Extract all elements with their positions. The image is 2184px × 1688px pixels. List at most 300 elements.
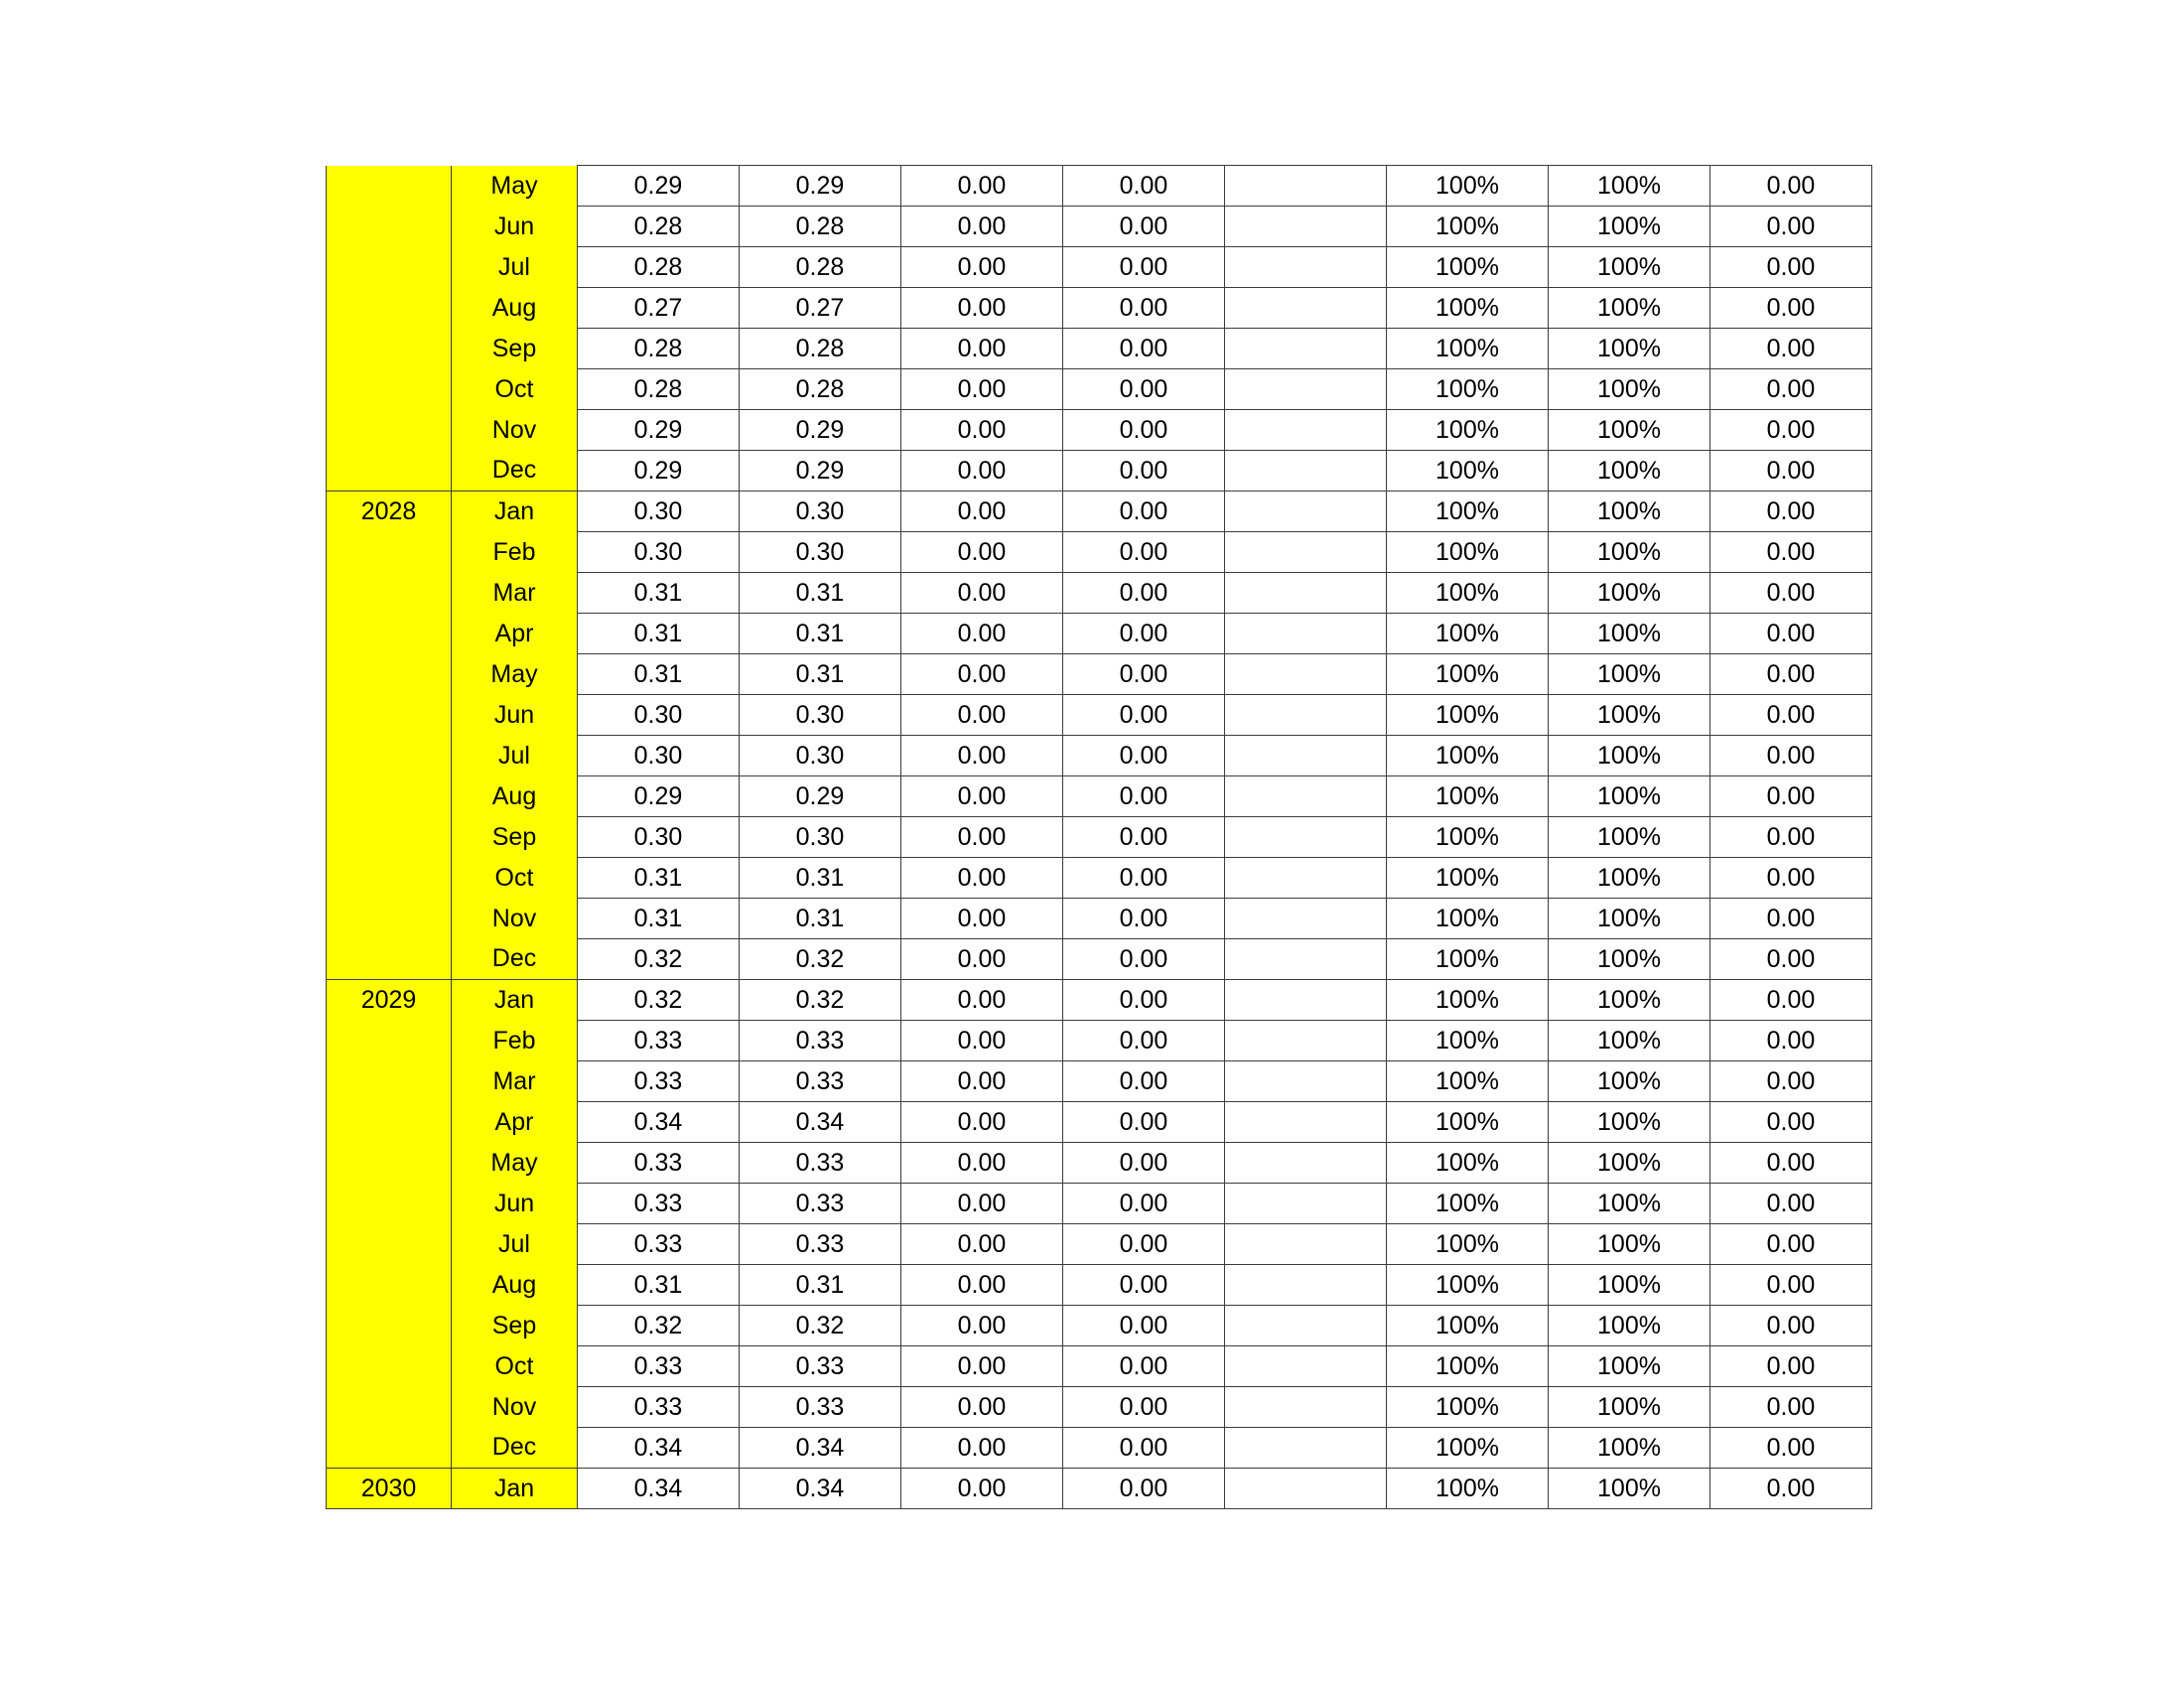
value-col-4-cell: 0.00 [1063, 1021, 1225, 1061]
table-row [327, 1021, 1872, 1061]
table-row [327, 1265, 1872, 1306]
year-cell [327, 1346, 452, 1387]
value-col-2-cell: 0.33 [740, 1021, 901, 1061]
year-cell [327, 1387, 452, 1428]
percent-col-7-cell: 100% [1549, 817, 1710, 858]
value-col-1-cell: 0.28 [578, 247, 740, 288]
percent-col-6-cell: 100% [1387, 939, 1549, 980]
value-col-8-cell: 0.00 [1710, 654, 1872, 695]
percent-col-7-cell: 100% [1549, 1021, 1710, 1061]
value-col-3-cell: 0.00 [901, 614, 1063, 654]
year-cell [327, 247, 452, 288]
percent-col-6-cell: 100% [1387, 1184, 1549, 1224]
value-col-2-cell: 0.32 [740, 939, 901, 980]
percent-col-6-cell: 100% [1387, 329, 1549, 369]
value-col-2-cell: 0.33 [740, 1387, 901, 1428]
year-cell [327, 410, 452, 451]
value-col-8-cell: 0.00 [1710, 1387, 1872, 1428]
year-cell: 2030 [327, 1469, 452, 1509]
table-row [327, 1306, 1872, 1346]
month-cell: Jul [452, 1224, 578, 1265]
value-col-4-cell: 0.00 [1063, 980, 1225, 1021]
blank-col-5-cell [1225, 899, 1387, 939]
value-col-8-cell: 0.00 [1710, 329, 1872, 369]
percent-col-7-cell: 100% [1549, 247, 1710, 288]
year-cell [327, 614, 452, 654]
value-col-2-cell: 0.34 [740, 1469, 901, 1509]
value-col-1-cell: 0.31 [578, 654, 740, 695]
value-col-2-cell: 0.31 [740, 858, 901, 899]
blank-col-5-cell [1225, 1061, 1387, 1102]
percent-col-6-cell: 100% [1387, 1021, 1549, 1061]
value-col-4-cell: 0.00 [1063, 1428, 1225, 1469]
value-col-8-cell: 0.00 [1710, 1061, 1872, 1102]
percent-col-7-cell: 100% [1549, 614, 1710, 654]
year-cell [327, 858, 452, 899]
month-cell: Dec [452, 451, 578, 492]
value-col-4-cell: 0.00 [1063, 1306, 1225, 1346]
value-col-2-cell: 0.33 [740, 1184, 901, 1224]
blank-col-5-cell [1225, 329, 1387, 369]
month-cell: May [452, 654, 578, 695]
blank-col-5-cell [1225, 1184, 1387, 1224]
value-col-8-cell: 0.00 [1710, 1102, 1872, 1143]
value-col-8-cell: 0.00 [1710, 899, 1872, 939]
year-cell [327, 369, 452, 410]
value-col-4-cell: 0.00 [1063, 369, 1225, 410]
month-cell: Nov [452, 1387, 578, 1428]
month-cell: Feb [452, 532, 578, 573]
percent-col-7-cell: 100% [1549, 166, 1710, 207]
blank-col-5-cell [1225, 980, 1387, 1021]
percent-col-6-cell: 100% [1387, 614, 1549, 654]
spreadsheet-page [326, 165, 1872, 1509]
value-col-1-cell: 0.30 [578, 817, 740, 858]
year-cell: 2029 [327, 980, 452, 1021]
month-cell: Jun [452, 207, 578, 247]
value-col-3-cell: 0.00 [901, 369, 1063, 410]
year-cell [327, 207, 452, 247]
value-col-2-cell: 0.30 [740, 532, 901, 573]
value-col-4-cell: 0.00 [1063, 1061, 1225, 1102]
percent-col-6-cell: 100% [1387, 247, 1549, 288]
month-cell: Feb [452, 1021, 578, 1061]
blank-col-5-cell [1225, 166, 1387, 207]
value-col-1-cell: 0.33 [578, 1143, 740, 1184]
value-col-3-cell: 0.00 [901, 207, 1063, 247]
blank-col-5-cell [1225, 695, 1387, 736]
value-col-4-cell: 0.00 [1063, 451, 1225, 492]
value-col-2-cell: 0.30 [740, 492, 901, 532]
value-col-1-cell: 0.31 [578, 858, 740, 899]
value-col-3-cell: 0.00 [901, 1469, 1063, 1509]
value-col-8-cell: 0.00 [1710, 939, 1872, 980]
blank-col-5-cell [1225, 288, 1387, 329]
value-col-8-cell: 0.00 [1710, 166, 1872, 207]
percent-col-6-cell: 100% [1387, 1346, 1549, 1387]
value-col-1-cell: 0.31 [578, 614, 740, 654]
value-col-1-cell: 0.34 [578, 1428, 740, 1469]
value-col-3-cell: 0.00 [901, 1224, 1063, 1265]
value-col-3-cell: 0.00 [901, 1428, 1063, 1469]
value-col-4-cell: 0.00 [1063, 817, 1225, 858]
value-col-2-cell: 0.29 [740, 166, 901, 207]
value-col-3-cell: 0.00 [901, 695, 1063, 736]
value-col-3-cell: 0.00 [901, 1061, 1063, 1102]
percent-col-6-cell: 100% [1387, 1469, 1549, 1509]
year-cell [327, 1061, 452, 1102]
data-table [326, 165, 1872, 1509]
value-col-1-cell: 0.32 [578, 939, 740, 980]
month-cell: Nov [452, 410, 578, 451]
value-col-4-cell: 0.00 [1063, 614, 1225, 654]
value-col-1-cell: 0.29 [578, 451, 740, 492]
blank-col-5-cell [1225, 1428, 1387, 1469]
percent-col-6-cell: 100% [1387, 1143, 1549, 1184]
value-col-4-cell: 0.00 [1063, 1224, 1225, 1265]
table-row [327, 207, 1872, 247]
percent-col-6-cell: 100% [1387, 1224, 1549, 1265]
value-col-2-cell: 0.28 [740, 207, 901, 247]
value-col-8-cell: 0.00 [1710, 1265, 1872, 1306]
value-col-8-cell: 0.00 [1710, 1143, 1872, 1184]
blank-col-5-cell [1225, 1224, 1387, 1265]
month-cell: May [452, 1143, 578, 1184]
value-col-4-cell: 0.00 [1063, 1346, 1225, 1387]
blank-col-5-cell [1225, 410, 1387, 451]
value-col-8-cell: 0.00 [1710, 1469, 1872, 1509]
year-cell [327, 776, 452, 817]
percent-col-6-cell: 100% [1387, 1265, 1549, 1306]
percent-col-7-cell: 100% [1549, 369, 1710, 410]
year-cell: 2028 [327, 492, 452, 532]
table-row [327, 1346, 1872, 1387]
value-col-4-cell: 0.00 [1063, 1469, 1225, 1509]
value-col-3-cell: 0.00 [901, 492, 1063, 532]
blank-col-5-cell [1225, 1387, 1387, 1428]
value-col-3-cell: 0.00 [901, 736, 1063, 776]
percent-col-7-cell: 100% [1549, 532, 1710, 573]
value-col-8-cell: 0.00 [1710, 288, 1872, 329]
value-col-8-cell: 0.00 [1710, 817, 1872, 858]
month-cell: Mar [452, 1061, 578, 1102]
table-row [327, 1428, 1872, 1469]
blank-col-5-cell [1225, 858, 1387, 899]
percent-col-7-cell: 100% [1549, 939, 1710, 980]
value-col-4-cell: 0.00 [1063, 1387, 1225, 1428]
value-col-3-cell: 0.00 [901, 329, 1063, 369]
percent-col-6-cell: 100% [1387, 858, 1549, 899]
table-row [327, 1143, 1872, 1184]
table-row [327, 654, 1872, 695]
month-cell: Mar [452, 573, 578, 614]
year-cell [327, 1021, 452, 1061]
value-col-4-cell: 0.00 [1063, 207, 1225, 247]
value-col-2-cell: 0.34 [740, 1102, 901, 1143]
value-col-8-cell: 0.00 [1710, 1021, 1872, 1061]
table-row [327, 1184, 1872, 1224]
value-col-4-cell: 0.00 [1063, 166, 1225, 207]
value-col-2-cell: 0.29 [740, 776, 901, 817]
value-col-3-cell: 0.00 [901, 1306, 1063, 1346]
table-row [327, 451, 1872, 492]
blank-col-5-cell [1225, 369, 1387, 410]
percent-col-6-cell: 100% [1387, 532, 1549, 573]
month-cell: Oct [452, 369, 578, 410]
percent-col-7-cell: 100% [1549, 573, 1710, 614]
percent-col-7-cell: 100% [1549, 736, 1710, 776]
value-col-3-cell: 0.00 [901, 247, 1063, 288]
percent-col-7-cell: 100% [1549, 1265, 1710, 1306]
year-cell [327, 1143, 452, 1184]
table-row [327, 776, 1872, 817]
value-col-4-cell: 0.00 [1063, 654, 1225, 695]
value-col-1-cell: 0.32 [578, 1306, 740, 1346]
value-col-8-cell: 0.00 [1710, 207, 1872, 247]
month-cell: Oct [452, 1346, 578, 1387]
value-col-2-cell: 0.31 [740, 899, 901, 939]
value-col-1-cell: 0.34 [578, 1469, 740, 1509]
table-row [327, 736, 1872, 776]
value-col-3-cell: 0.00 [901, 1184, 1063, 1224]
value-col-3-cell: 0.00 [901, 899, 1063, 939]
month-cell: Dec [452, 939, 578, 980]
year-cell [327, 1428, 452, 1469]
percent-col-6-cell: 100% [1387, 573, 1549, 614]
value-col-4-cell: 0.00 [1063, 329, 1225, 369]
year-cell [327, 1265, 452, 1306]
value-col-2-cell: 0.33 [740, 1224, 901, 1265]
value-col-1-cell: 0.33 [578, 1387, 740, 1428]
table-row [327, 695, 1872, 736]
value-col-2-cell: 0.32 [740, 980, 901, 1021]
percent-col-7-cell: 100% [1549, 1184, 1710, 1224]
value-col-3-cell: 0.00 [901, 1387, 1063, 1428]
month-cell: Aug [452, 288, 578, 329]
percent-col-7-cell: 100% [1549, 1469, 1710, 1509]
value-col-8-cell: 0.00 [1710, 492, 1872, 532]
year-cell [327, 166, 452, 207]
month-cell: Sep [452, 1306, 578, 1346]
month-cell: Jan [452, 492, 578, 532]
value-col-2-cell: 0.31 [740, 654, 901, 695]
table-row [327, 329, 1872, 369]
month-cell: Jul [452, 247, 578, 288]
month-cell: Aug [452, 1265, 578, 1306]
table-row [327, 492, 1872, 532]
percent-col-6-cell: 100% [1387, 207, 1549, 247]
value-col-3-cell: 0.00 [901, 939, 1063, 980]
month-cell: Jul [452, 736, 578, 776]
month-cell: Sep [452, 329, 578, 369]
value-col-8-cell: 0.00 [1710, 776, 1872, 817]
percent-col-7-cell: 100% [1549, 410, 1710, 451]
value-col-4-cell: 0.00 [1063, 1184, 1225, 1224]
percent-col-7-cell: 100% [1549, 1224, 1710, 1265]
table-row [327, 899, 1872, 939]
year-cell [327, 532, 452, 573]
value-col-3-cell: 0.00 [901, 776, 1063, 817]
percent-col-7-cell: 100% [1549, 329, 1710, 369]
percent-col-7-cell: 100% [1549, 207, 1710, 247]
table-row [327, 410, 1872, 451]
value-col-1-cell: 0.33 [578, 1061, 740, 1102]
value-col-8-cell: 0.00 [1710, 1184, 1872, 1224]
year-cell [327, 288, 452, 329]
value-col-4-cell: 0.00 [1063, 899, 1225, 939]
month-cell: Apr [452, 1102, 578, 1143]
value-col-1-cell: 0.31 [578, 573, 740, 614]
year-cell [327, 1184, 452, 1224]
value-col-1-cell: 0.33 [578, 1224, 740, 1265]
value-col-2-cell: 0.33 [740, 1346, 901, 1387]
value-col-3-cell: 0.00 [901, 451, 1063, 492]
month-cell: Jan [452, 1469, 578, 1509]
year-cell [327, 451, 452, 492]
blank-col-5-cell [1225, 1021, 1387, 1061]
month-cell: Jun [452, 695, 578, 736]
month-cell: May [452, 166, 578, 207]
value-col-2-cell: 0.30 [740, 817, 901, 858]
value-col-3-cell: 0.00 [901, 410, 1063, 451]
value-col-1-cell: 0.31 [578, 1265, 740, 1306]
blank-col-5-cell [1225, 1265, 1387, 1306]
month-cell: Nov [452, 899, 578, 939]
table-row [327, 288, 1872, 329]
value-col-2-cell: 0.32 [740, 1306, 901, 1346]
value-col-1-cell: 0.29 [578, 166, 740, 207]
value-col-8-cell: 0.00 [1710, 369, 1872, 410]
value-col-1-cell: 0.30 [578, 532, 740, 573]
year-cell [327, 817, 452, 858]
value-col-4-cell: 0.00 [1063, 776, 1225, 817]
percent-col-7-cell: 100% [1549, 1143, 1710, 1184]
value-col-2-cell: 0.34 [740, 1428, 901, 1469]
value-col-2-cell: 0.31 [740, 614, 901, 654]
value-col-1-cell: 0.31 [578, 899, 740, 939]
value-col-8-cell: 0.00 [1710, 532, 1872, 573]
month-cell: Oct [452, 858, 578, 899]
value-col-4-cell: 0.00 [1063, 939, 1225, 980]
year-cell [327, 1306, 452, 1346]
blank-col-5-cell [1225, 1306, 1387, 1346]
percent-col-6-cell: 100% [1387, 1428, 1549, 1469]
month-cell: Dec [452, 1428, 578, 1469]
year-cell [327, 939, 452, 980]
table-row [327, 532, 1872, 573]
blank-col-5-cell [1225, 1346, 1387, 1387]
year-cell [327, 573, 452, 614]
month-cell: Jun [452, 1184, 578, 1224]
percent-col-7-cell: 100% [1549, 492, 1710, 532]
blank-col-5-cell [1225, 573, 1387, 614]
value-col-2-cell: 0.33 [740, 1061, 901, 1102]
percent-col-7-cell: 100% [1549, 980, 1710, 1021]
blank-col-5-cell [1225, 247, 1387, 288]
percent-col-6-cell: 100% [1387, 288, 1549, 329]
table-row [327, 166, 1872, 207]
percent-col-7-cell: 100% [1549, 1102, 1710, 1143]
month-cell: Aug [452, 776, 578, 817]
table-row [327, 573, 1872, 614]
value-col-1-cell: 0.33 [578, 1346, 740, 1387]
table-row [327, 1224, 1872, 1265]
value-col-4-cell: 0.00 [1063, 695, 1225, 736]
blank-col-5-cell [1225, 817, 1387, 858]
percent-col-7-cell: 100% [1549, 1387, 1710, 1428]
value-col-3-cell: 0.00 [901, 980, 1063, 1021]
percent-col-6-cell: 100% [1387, 899, 1549, 939]
percent-col-6-cell: 100% [1387, 654, 1549, 695]
value-col-3-cell: 0.00 [901, 573, 1063, 614]
value-col-8-cell: 0.00 [1710, 1428, 1872, 1469]
value-col-3-cell: 0.00 [901, 654, 1063, 695]
percent-col-6-cell: 100% [1387, 1102, 1549, 1143]
value-col-8-cell: 0.00 [1710, 980, 1872, 1021]
value-col-2-cell: 0.28 [740, 247, 901, 288]
value-col-1-cell: 0.29 [578, 410, 740, 451]
table-row [327, 1102, 1872, 1143]
blank-col-5-cell [1225, 492, 1387, 532]
percent-col-7-cell: 100% [1549, 1306, 1710, 1346]
value-col-4-cell: 0.00 [1063, 1143, 1225, 1184]
blank-col-5-cell [1225, 776, 1387, 817]
value-col-1-cell: 0.28 [578, 369, 740, 410]
value-col-2-cell: 0.31 [740, 573, 901, 614]
value-col-2-cell: 0.28 [740, 369, 901, 410]
percent-col-7-cell: 100% [1549, 899, 1710, 939]
percent-col-7-cell: 100% [1549, 1061, 1710, 1102]
blank-col-5-cell [1225, 1469, 1387, 1509]
value-col-4-cell: 0.00 [1063, 247, 1225, 288]
blank-col-5-cell [1225, 1102, 1387, 1143]
value-col-2-cell: 0.28 [740, 329, 901, 369]
value-col-1-cell: 0.34 [578, 1102, 740, 1143]
value-col-1-cell: 0.28 [578, 329, 740, 369]
value-col-4-cell: 0.00 [1063, 736, 1225, 776]
percent-col-6-cell: 100% [1387, 736, 1549, 776]
value-col-1-cell: 0.30 [578, 736, 740, 776]
blank-col-5-cell [1225, 1143, 1387, 1184]
value-col-4-cell: 0.00 [1063, 1102, 1225, 1143]
percent-col-6-cell: 100% [1387, 166, 1549, 207]
table-row [327, 1387, 1872, 1428]
table-row [327, 369, 1872, 410]
blank-col-5-cell [1225, 939, 1387, 980]
value-col-3-cell: 0.00 [901, 1346, 1063, 1387]
value-col-1-cell: 0.28 [578, 207, 740, 247]
percent-col-6-cell: 100% [1387, 410, 1549, 451]
value-col-8-cell: 0.00 [1710, 1346, 1872, 1387]
percent-col-6-cell: 100% [1387, 1387, 1549, 1428]
month-cell: Jan [452, 980, 578, 1021]
value-col-2-cell: 0.30 [740, 736, 901, 776]
month-cell: Apr [452, 614, 578, 654]
year-cell [327, 654, 452, 695]
percent-col-7-cell: 100% [1549, 776, 1710, 817]
table-row [327, 939, 1872, 980]
year-cell [327, 695, 452, 736]
percent-col-6-cell: 100% [1387, 492, 1549, 532]
value-col-8-cell: 0.00 [1710, 1306, 1872, 1346]
year-cell [327, 736, 452, 776]
value-col-4-cell: 0.00 [1063, 410, 1225, 451]
blank-col-5-cell [1225, 207, 1387, 247]
value-col-8-cell: 0.00 [1710, 736, 1872, 776]
value-col-2-cell: 0.27 [740, 288, 901, 329]
year-cell [327, 1102, 452, 1143]
value-col-1-cell: 0.33 [578, 1021, 740, 1061]
